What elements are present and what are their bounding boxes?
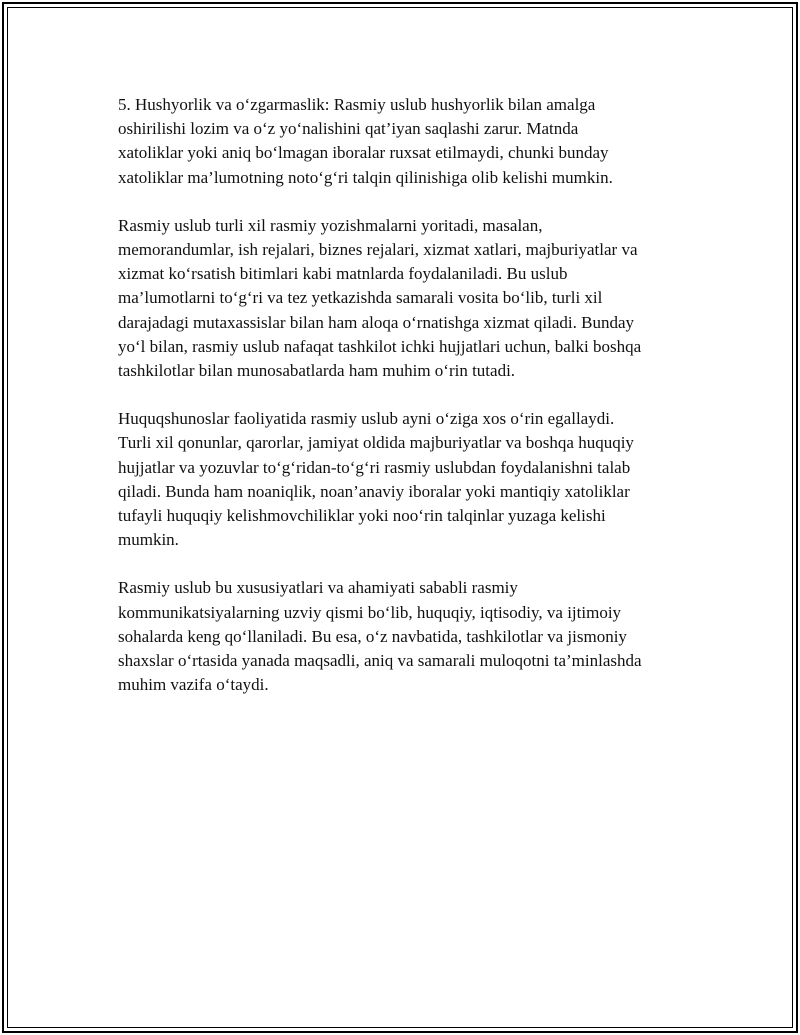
- paragraph-legal-practice: Huquqshunoslar faoliyatida rasmiy uslub ayni o‘ziga xos o‘rin egallaydi. Turli xil qonunlar, qarorlar, jamiyat oldida majburiyatlar va boshqa huquqiy hujjatlar va yozuvlar to‘g‘ridan-to‘g‘ri rasmiy uslubdan foydalanishni talab qiladi. Bunda ham noaniqlik, noan’anaviy iboralar yoki mantiqiy xatoliklar tufayli huquqiy kelishmovchiliklar yoki noo‘rin talqinlar yuzaga kelishi mumkin.: [118, 409, 634, 550]
- paragraph-conclusion: Rasmiy uslub bu xususiyatlari va ahamiyati sababli rasmiy kommunikatsiyalarning uzviy qismi bo‘lib, huquqiy, iqtisodiy, va ijtimoiy sohalarda keng qo‘llaniladi. Bu esa, o‘z navbatida, tashkilotlar va jismoniy shaxslar o‘rtasida yanada maqsadli, aniq va samarali muloqotni ta’minlashda muhim vazifa o‘taydi.: [118, 578, 642, 695]
- paragraph-vigilance-consistency: 5. Hushyorlik va o‘zgarmaslik: Rasmiy uslub hushyorlik bilan amalga oshirilishi lozim va o‘z yo‘nalishini qat’iyan saqlashi zarur. Matnda xatoliklar yoki aniq bo‘lmagan iboralar ruxsat etilmaydi, chunki bunday xatoliklar ma’lumotning noto‘g‘ri talqin qilinishiga olib kelishi mumkin.: [118, 95, 613, 187]
- paragraph-official-style-usage: Rasmiy uslub turli xil rasmiy yozishmalarni yoritadi, masalan, memorandumlar, ish rejalari, biznes rejalari, xizmat xatlari, majburiyatlar va xizmat ko‘rsatish bitimlari kabi matnlarda foydalaniladi. Bu uslub ma’lumotlarni to‘g‘ri va tez yetkazishda samarali vosita bo‘lib, turli xil darajadagi mutaxassislar bilan ham aloqa o‘rnatishga xizmat qiladi. Bunday yo‘l bilan, rasmiy uslub nafaqat tashkilot ichki hujjatlari uchun, balki boshqa tashkilotlar bilan munosabatlarda ham muhim o‘rin tutadi.: [118, 215, 642, 381]
- document-body: [118, 93, 693, 721]
